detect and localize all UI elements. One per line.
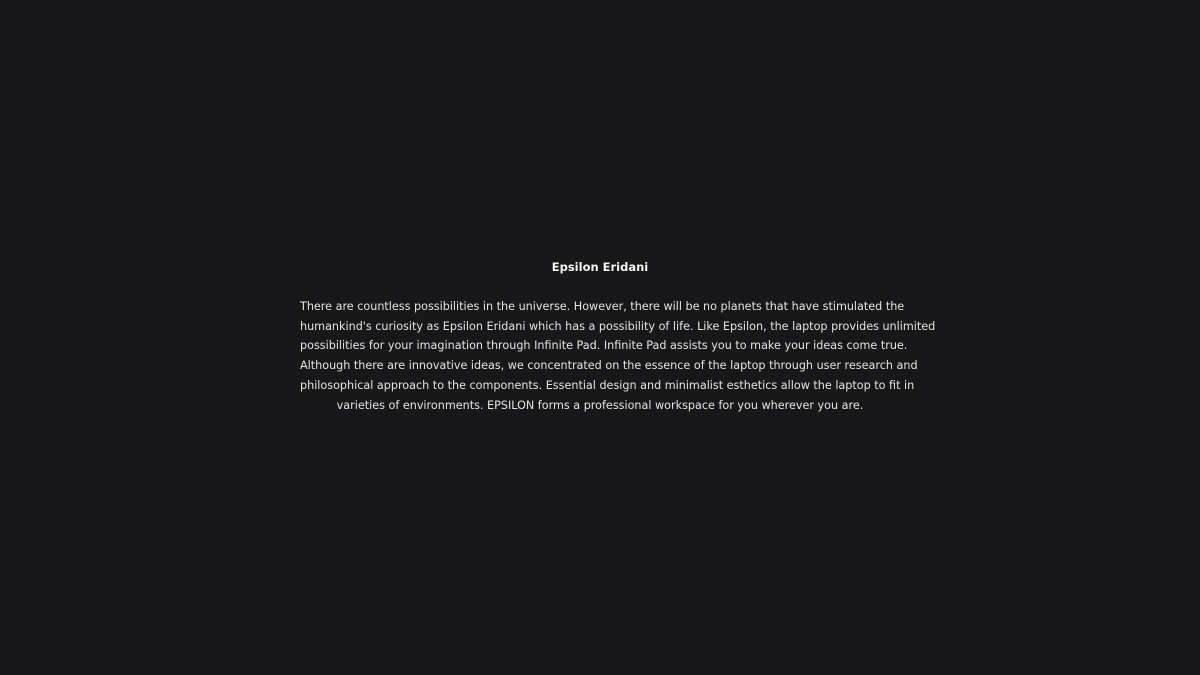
description-paragraph [300, 297, 936, 415]
paragraph-line: There are countless possibilities in the universe. However, there will be no planets that have stimulated the [300, 300, 905, 313]
text-block [0, 259, 1200, 415]
paragraph-line: Although there are innovative ideas, we concentrated on the essence of the laptop through user research and [300, 359, 918, 373]
page-title: Epsilon Eridani [551, 260, 649, 274]
paragraph-line: varieties of environments. EPSILON forms a professional workspace for you wherever you are. [336, 398, 864, 412]
paragraph-line: possibilities for your imagination through Infinite Pad. Infinite Pad assists you to make your ideas come true. [300, 339, 908, 353]
paragraph-line: philosophical approach to the components. Essential design and minimalist esthetics allow the laptop to fit in [300, 378, 915, 392]
paragraph-line: humankind's curiosity as Epsilon Eridani which has a possibility of life. Like Epsilon, the laptop provides unlimited [300, 319, 936, 333]
